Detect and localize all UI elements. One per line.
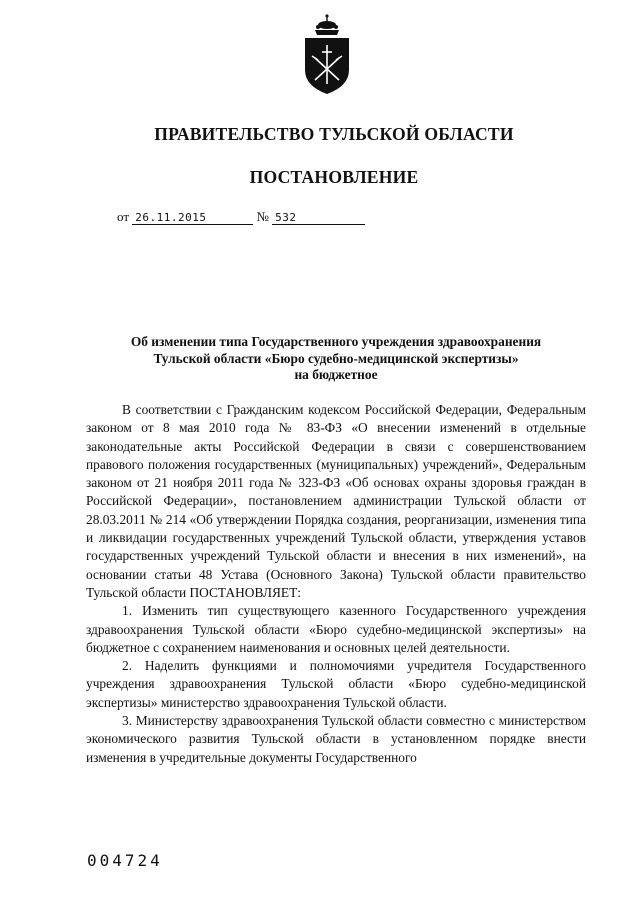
subject-line: на бюджетное	[294, 367, 378, 382]
document-body	[86, 401, 586, 767]
subject-line: Тульской области «Бюро судебно-медицинской экспертизы»	[153, 350, 519, 366]
preamble-paragraph: В соответствии с Гражданским кодексом Российской Федерации, Федеральным законом от 8 мая 2010 года № 83-ФЗ «О внесении изменений в отдельные законодательные акты Российской Федерации в связи с совершенствованием правового положения государственных (муниципальных) учреждений», Федеральным законом от 21 ноября 2011 года № 323-ФЗ «Об основах охраны здоровья граждан в Российской Федерации», постановлением администрации Тульской области от 28.03.2011 № 214 «Об утверждении Порядка создания, реорганизации, изменения типа и ликвидации государственных учреждений Тульской области, утверждения уставов государственных учреждений Тульской области и внесения в них изменений», на основании статьи 48 Устава (Основного Закона) Тульской области правительство Тульской области ПОСТАНОВЛЯЕТ:	[86, 402, 586, 600]
tula-oblast-coat-of-arms-icon	[296, 12, 358, 98]
resolution-item-3: 3. Министерству здравоохранения Тульской области совместно с министерством экономического развития Тульской области в установленном порядке внести изменения в учредительные документы Государственного	[86, 713, 586, 765]
registration-line	[117, 209, 365, 225]
document-date: 26.11.2015	[132, 211, 253, 225]
serial-number: 004724	[87, 851, 163, 870]
document-number: 532	[272, 211, 365, 225]
document-subject	[86, 334, 586, 384]
resolution-item-2: 2. Наделить функциями и полномочиями учредителя Государственного учреждения здравоохранения Тульской области «Бюро судебно-медицинской экспертизы» министерство здравоохранения Тульской области.	[86, 658, 586, 710]
document-type-title: ПОСТАНОВЛЕНИЕ	[249, 167, 419, 187]
organization-title: ПРАВИТЕЛЬСТВО ТУЛЬСКОЙ ОБЛАСТИ	[154, 124, 514, 144]
resolution-item-1: 1. Изменить тип существующего казенного Государственного учреждения здравоохранения Тульской области «Бюро судебно-медицинской экспертизы» на бюджетное с сохранением наименования и основных целей деятельности.	[86, 603, 586, 655]
date-prefix: от	[117, 209, 130, 224]
subject-line: Об изменении типа Государственного учреждения здравоохранения	[130, 334, 542, 349]
number-prefix: №	[256, 209, 269, 224]
